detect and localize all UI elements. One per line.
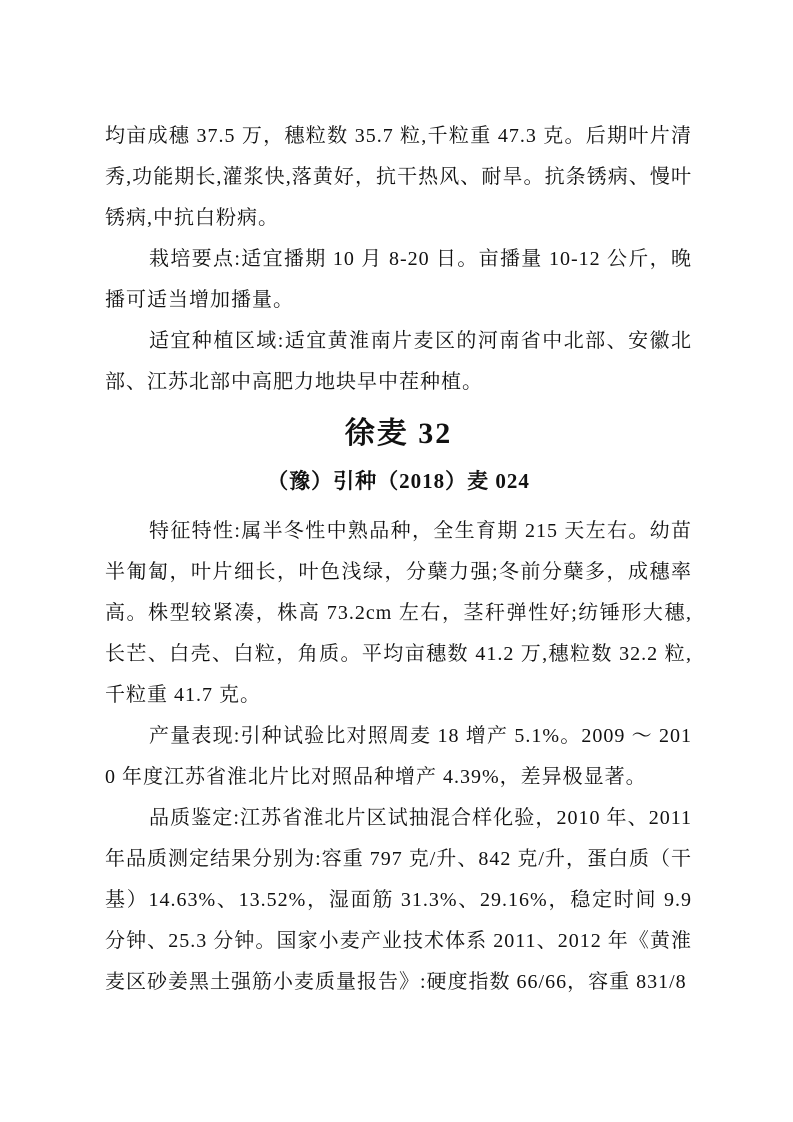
variety-title: 徐麦 32 xyxy=(344,417,453,450)
continued-text-paragraph: 均亩成穗 37.5 万，穗粒数 35.7 粒,千粒重 47.3 克。后期叶片清秀,功能期长,灌浆快,落黄好，抗干热风、耐旱。抗条锈病、慢叶锈病,中抗白粉病。 xyxy=(105,125,692,229)
planting-region-paragraph: 适宜种植区域:适宜黄淮南片麦区的河南省中北部、安徽北部、江苏北部中高肥力地块早中茬种植。 xyxy=(105,330,692,393)
quality-assessment-paragraph: 品质鉴定:江苏省淮北片区试抽混合样化验，2010 年、2011 年品质测定结果分别为:容重 797 克/升、842 克/升，蛋白质（干基）14.63%、13.52%，湿面筋 31.3%、29.16%，稳定时间 9.9 分钟、25.3 分钟。国家小麦产业技术体系 2011、2012 年《黄淮麦区砂姜黑土强筋小麦质量报告》:硬度指数 66/66，容重 831/8 xyxy=(105,807,692,993)
yield-performance-paragraph: 产量表现:引种试验比对照周麦 18 增产 5.1%。2009 ～ 2010 年度江苏省淮北片比对照品种增产 4.39%，差异极显著。 xyxy=(105,725,692,788)
cultivation-points-paragraph: 栽培要点:适宜播期 10 月 8-20 日。亩播量 10-12 公斤，晚播可适当增加播量。 xyxy=(105,248,692,311)
approval-number: （豫）引种（2018）麦 024 xyxy=(267,469,530,493)
traits-paragraph: 特征特性:属半冬性中熟品种，全生育期 215 天左右。幼苗半匍匐，叶片细长，叶色浅绿，分蘖力强;冬前分蘖多，成穗率高。株型较紧凑，株高 73.2cm 左右，茎秆弹性好;纺锤形大穗,长芒、白壳、白粒，角质。平均亩穗数 41.2 万,穗粒数 32.2 粒,千粒重 41.7 克。 xyxy=(105,520,692,706)
